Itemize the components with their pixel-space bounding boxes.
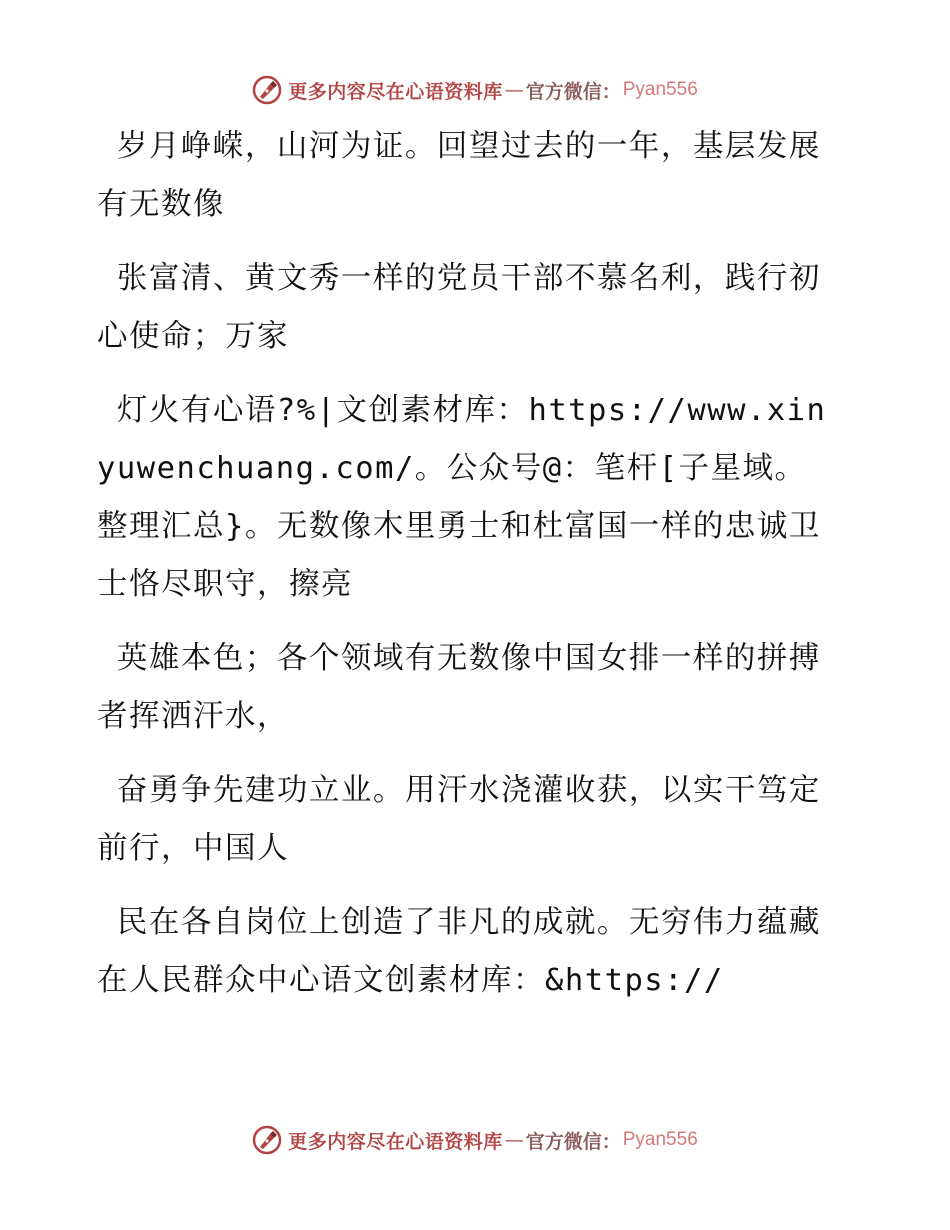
footer-banner-separator: — [504, 1129, 524, 1151]
header-banner [0, 70, 950, 110]
header-banner-label: 官方微信： [525, 80, 621, 103]
pen-nib-circle-icon [252, 1125, 282, 1155]
paragraph-1: 岁月峥嵘，山河为证。回望过去的一年，基层发展有无数像 [97, 129, 821, 222]
paragraph-5: 奋勇争先建功立业。用汗水浇灌收获，以实干笃定前行，中国人 [97, 773, 821, 866]
paragraph-3: 灯火有心语?%|文创素材库：https://www.xinyuwenchuang.com/。公众号@：笔杆[子星域。整理汇总}。无数像木里勇士和杜富国一样的忠诚卫士恪尽职守，擦亮 [97, 393, 827, 602]
footer-banner-label: 官方微信： [525, 1130, 621, 1153]
header-banner-text: 更多内容尽在心语资料库 [288, 80, 503, 103]
header-banner-id: Pyan556 [622, 79, 698, 100]
document-body [97, 118, 837, 1026]
paragraph-2: 张富清、黄文秀一样的党员干部不慕名利，践行初心使命；万家 [97, 261, 821, 354]
pen-nib-circle-icon [252, 75, 282, 105]
footer-banner [0, 1120, 950, 1160]
paragraph-4: 英雄本色；各个领域有无数像中国女排一样的拼搏者挥洒汗水， [97, 641, 821, 734]
header-banner-separator: — [504, 79, 524, 101]
paragraph-6: 民在各自岗位上创造了非凡的成就。无穷伟力蕴藏在人民群众中心语文创素材库：&https:// [97, 905, 821, 998]
footer-banner-id: Pyan556 [622, 1129, 698, 1150]
footer-banner-text: 更多内容尽在心语资料库 [288, 1130, 503, 1153]
